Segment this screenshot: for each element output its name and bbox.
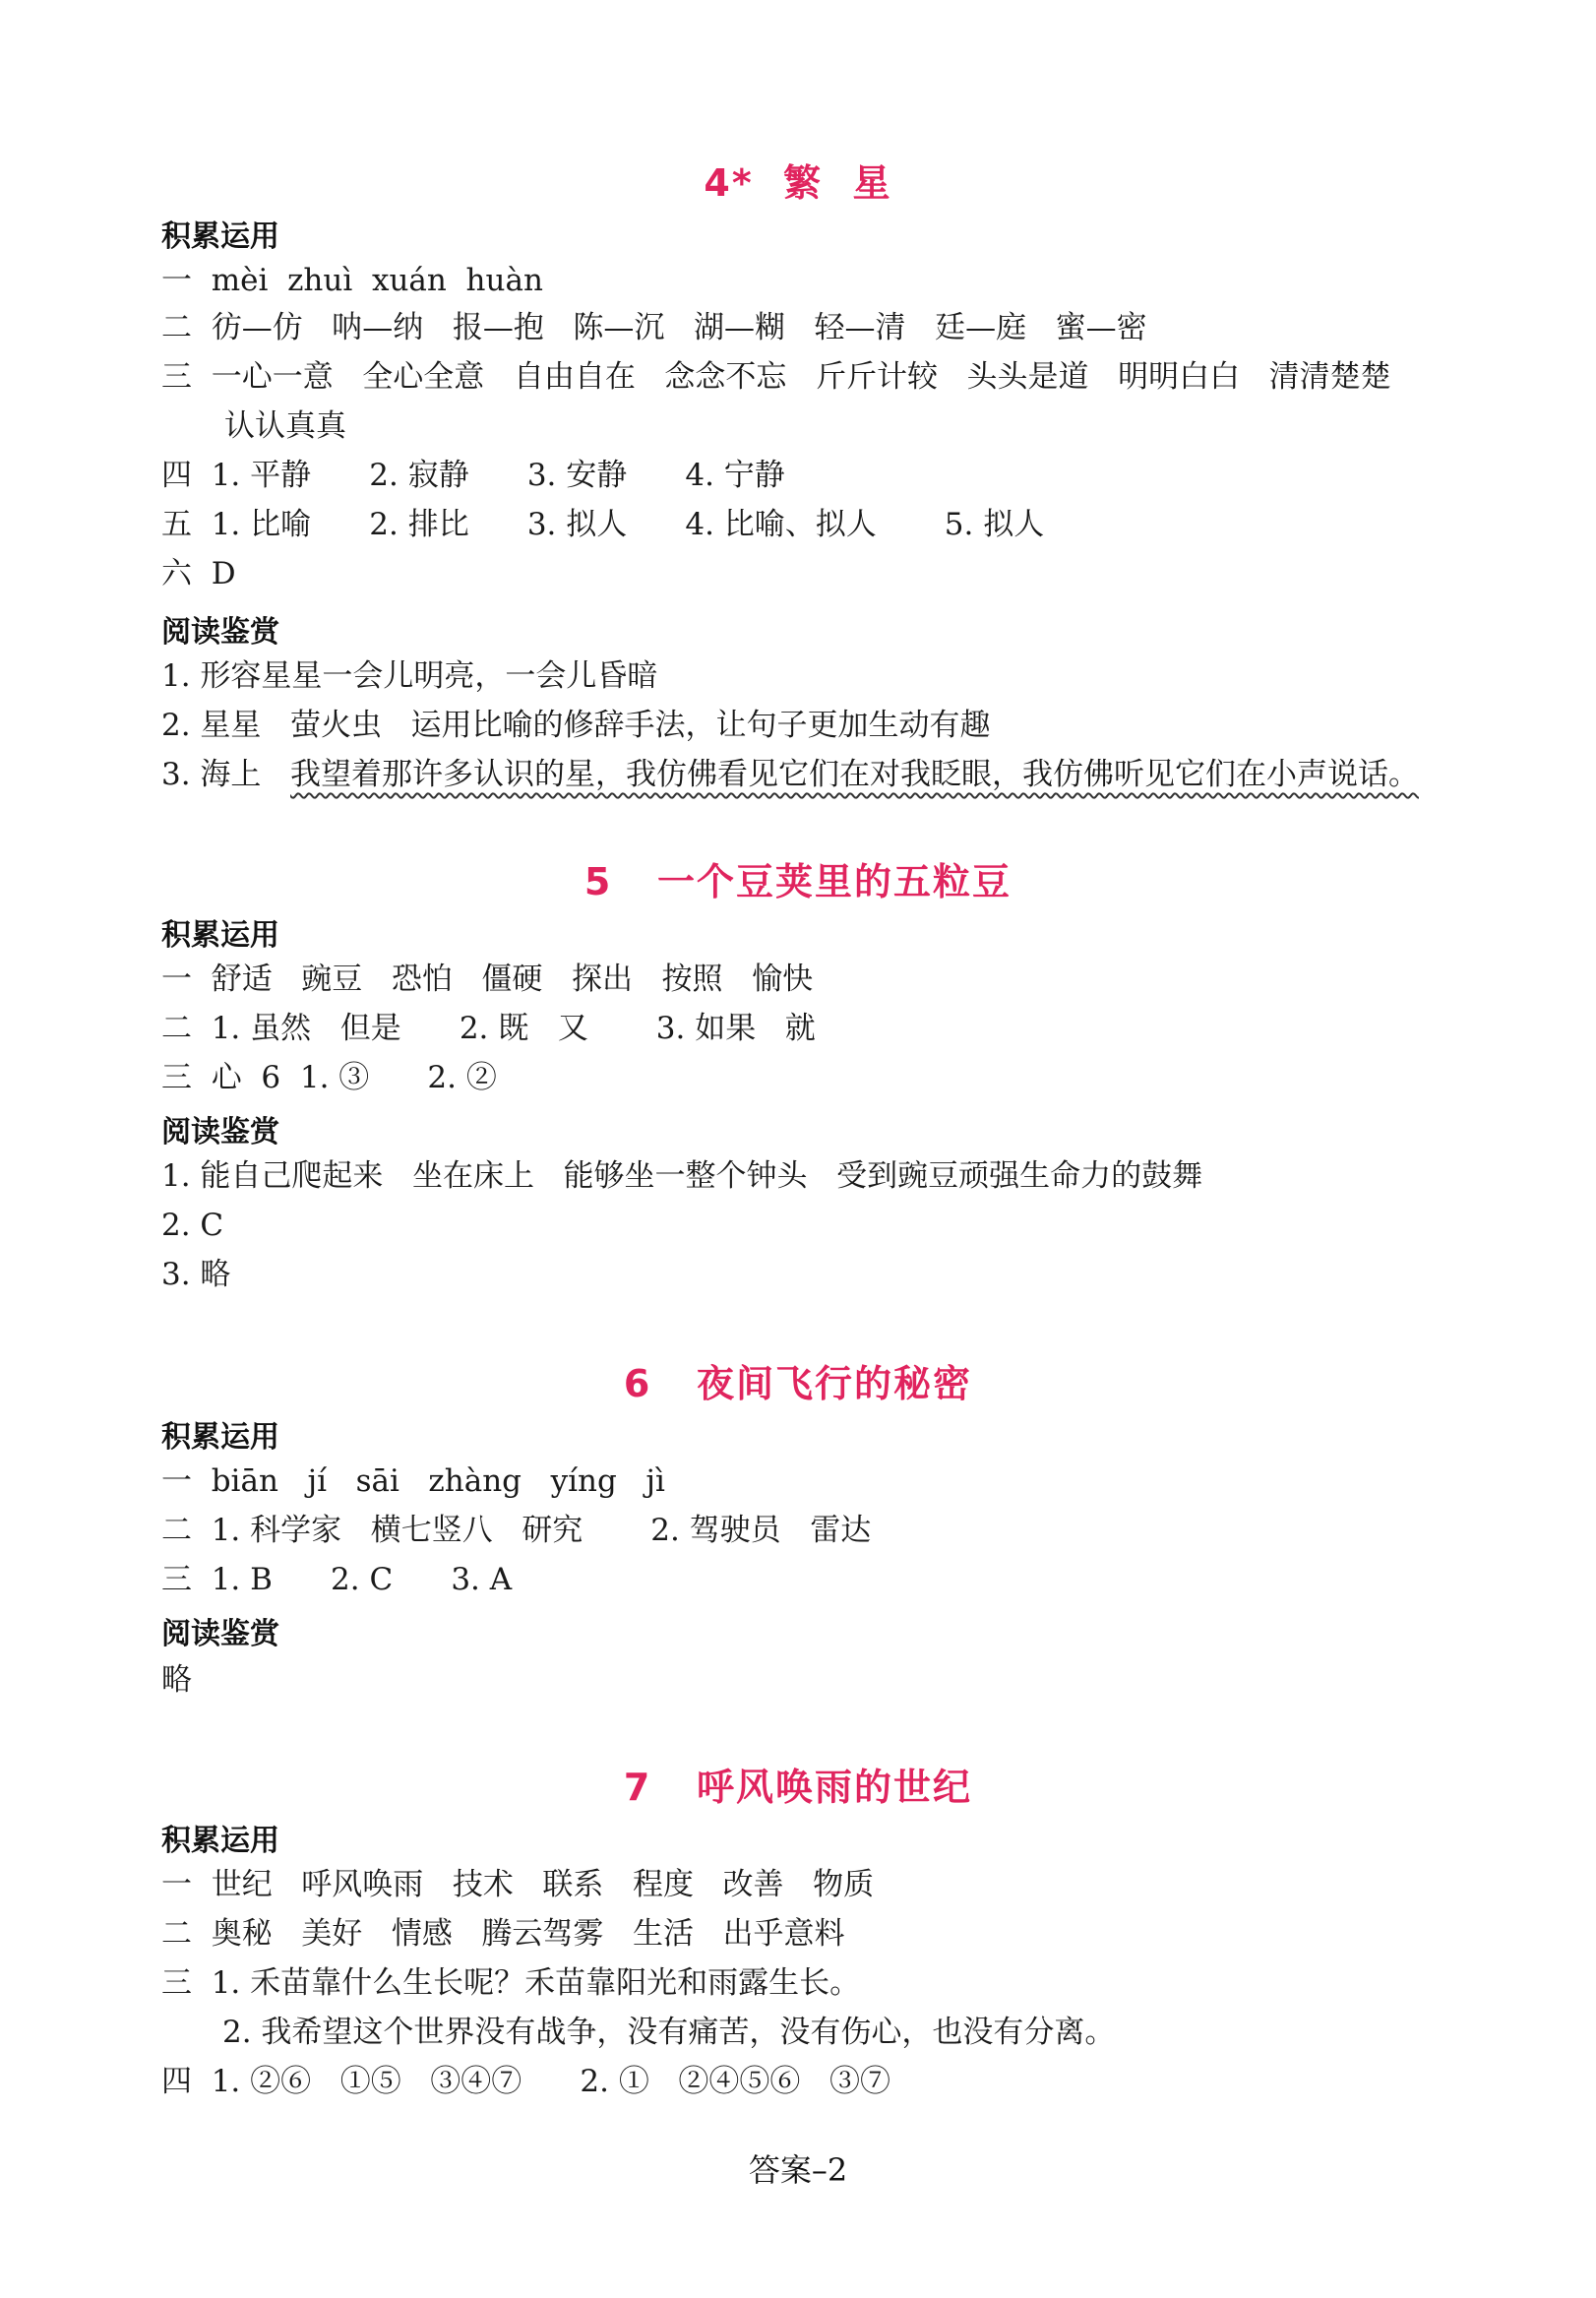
answer-line: 一 舒适 豌豆 恐怕 僵硬 探出 按照 愉快 [161,962,814,997]
answer-line: 略 [161,1662,192,1698]
answer-line: 一 世纪 呼风唤雨 技术 联系 程度 改善 物质 [161,1867,875,1902]
answer-line: 三 1. 禾苗靠什么生长呢？禾苗靠阳光和雨露生长。 [161,1965,861,2001]
answer-line: 2. C [161,1208,224,1243]
subheading-accumulate: 积累运用 [161,219,279,254]
answer-line: 1. 能自己爬起来 坐在床上 能够坐一整个钟头 受到豌豆顽强生命力的鼓舞 [161,1158,1203,1194]
answer-line: 二 1. 科学家 横七竖八 研究 2. 驾驶员 雷达 [161,1513,872,1548]
answer-line: 2. 我希望这个世界没有战争，没有痛苦，没有伤心，也没有分离。 [222,2015,1116,2050]
answer-line: 五 1. 比喻 2. 排比 3. 拟人 4. 比喻、拟人 5. 拟人 [161,507,1045,542]
answer-line: 3. 略 [161,1257,231,1292]
subheading-reading: 阅读鉴赏 [161,1617,279,1651]
answer-line: 三 1. B 2. C 3. A [161,1562,513,1597]
section-title-6: 6 夜间飞行的秘密 [623,1362,973,1405]
answer-line: 一 mèi zhuì xuán huàn [161,263,543,298]
answer-line: 1. 形容星星一会儿明亮，一会儿昏暗 [161,658,658,694]
wavy-underlined-sentence: 我望着那许多认识的星，我仿佛看见它们在对我眨眼，我仿佛听见它们在小声说话。 [290,757,1419,792]
answer-line: 四 1. 平静 2. 寂静 3. 安静 4. 宁静 [161,458,785,493]
answer-line [161,755,1419,794]
section-title-7: 7 呼风唤雨的世纪 [623,1766,973,1809]
answer-line: 六 D [161,556,236,591]
answer-line: 2. 星星 萤火虫 运用比喻的修辞手法，让句子更加生动有趣 [161,708,991,743]
subheading-reading: 阅读鉴赏 [161,615,279,650]
subheading-accumulate: 积累运用 [161,1824,279,1858]
subheading-accumulate: 积累运用 [161,918,279,953]
answer-line: 认认真真 [224,408,346,444]
answer-line: 二 1. 虽然 但是 2. 既 又 3. 如果 就 [161,1011,816,1046]
subheading-reading: 阅读鉴赏 [161,1115,279,1149]
answer-line: 二 彷—仿 呐—纳 报—抱 陈—沉 湖—糊 轻—清 廷—庭 蜜—密 [161,310,1147,345]
answer-line: 三 心 6 1. ③ 2. ② [161,1060,497,1095]
answer-line: 三 一心一意 全心全意 自由自在 念念不忘 斤斤计较 头头是道 明明白白 清清楚楚 [161,359,1391,395]
answer-line: 二 奥秘 美好 情感 腾云驾雾 生活 出乎意料 [161,1916,845,1952]
section-title-5: 5 一个豆荚里的五粒豆 [583,860,1013,903]
subheading-accumulate: 积累运用 [161,1420,279,1455]
section-title-4: 4* 繁 星 [704,161,892,205]
page-number: 答案–2 [748,2151,848,2189]
answer-prefix: 3. 海上 [161,757,290,792]
answer-line: 一 biān jí sāi zhàng yíng jì [161,1463,665,1499]
answer-line: 四 1. ②⑥ ①⑤ ③④⑦ 2. ① ②④⑤⑥ ③⑦ [161,2064,890,2099]
